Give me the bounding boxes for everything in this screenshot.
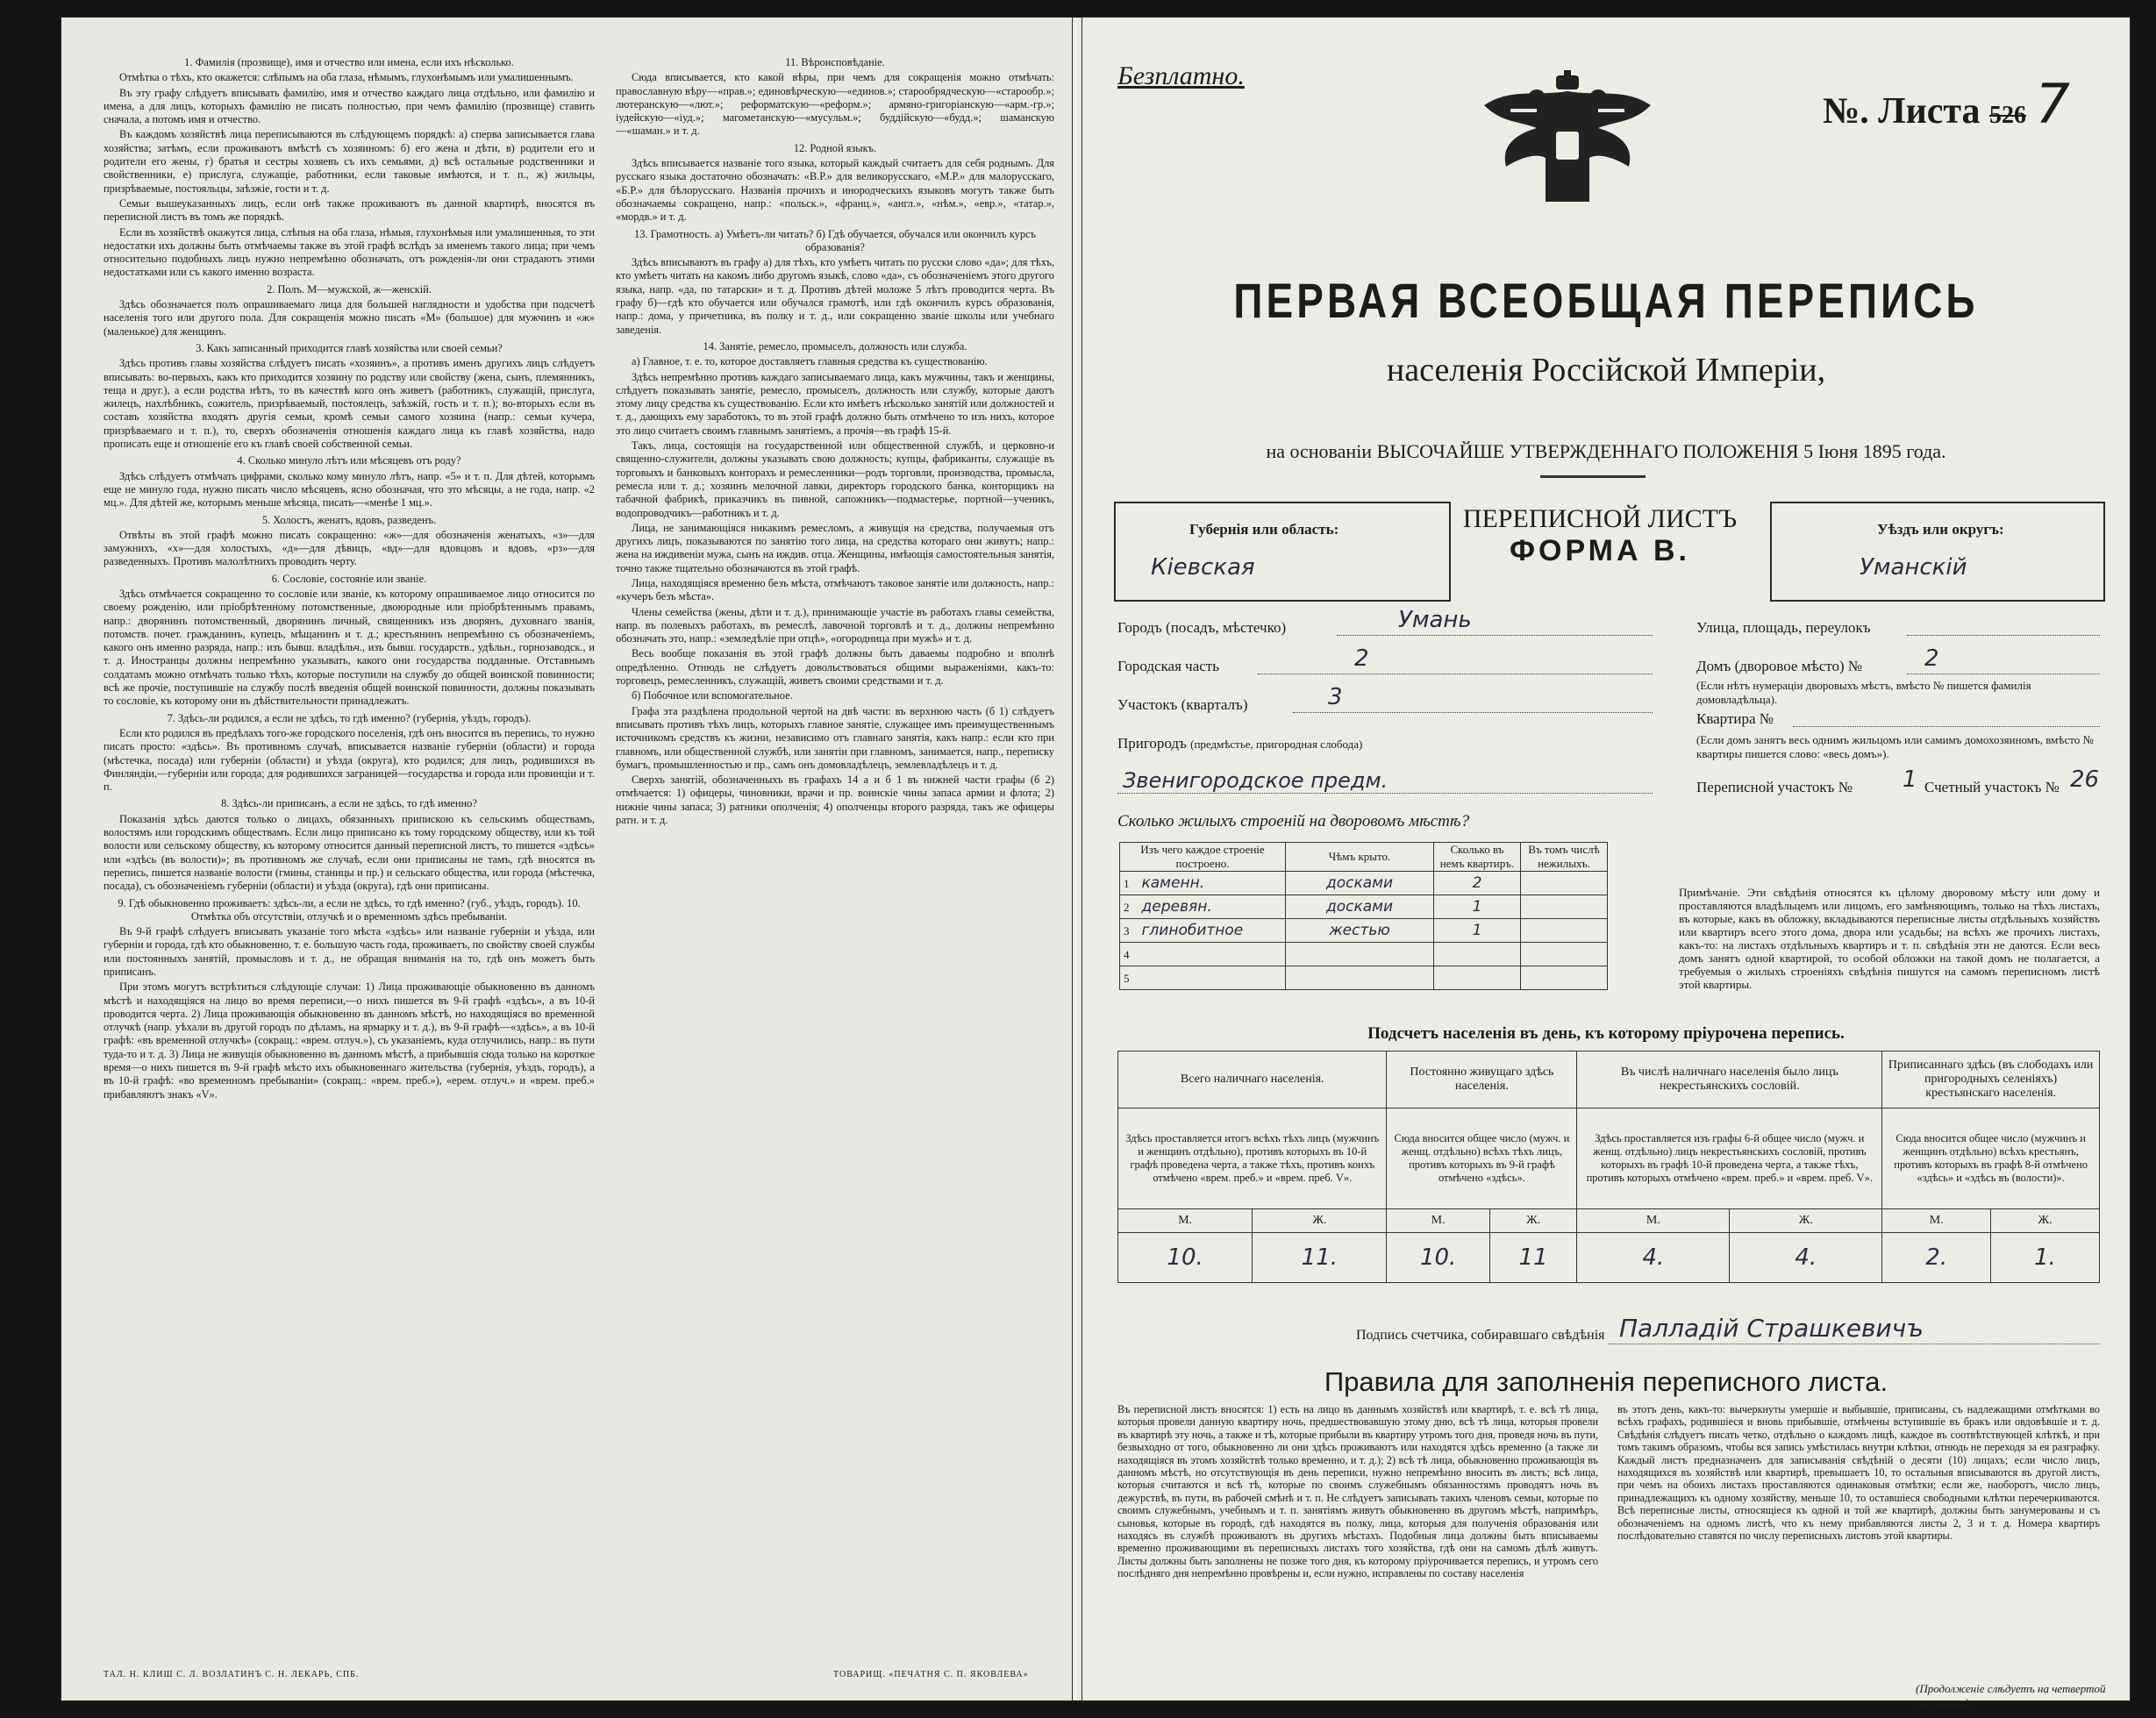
instruction-heading: 2. Полъ. М—мужской, ж—женскій.	[267, 282, 432, 296]
instruction-paragraph: Здѣсь вписываютъ въ графу а) для тѣхъ, кто умѣетъ читать по русски слово «да»; для тѣхъ, кто умѣетъ читать на какомъ либо другомъ языкѣ, слово «да», съ обозначеніемъ этого другого языка, напр. «да, по татарски» и т. д. Противъ дѣтей моложе 5 лѣтъ проводится черта. Въ графу б)—гдѣ кто обучается или обучался грамотѣ, или гдѣ окончилъ курсъ образованія, напр.: дома, у причетника, въ полку и т. д., или сокращенно званіе школы или учебнаго заведенія.	[616, 256, 1054, 336]
signature-label: Подпись счетчика, собиравшаго свѣдѣнія	[1356, 1328, 1605, 1343]
buildings-row-number: 4	[1124, 948, 1130, 961]
count-value-cell[interactable]: 4.	[1577, 1233, 1730, 1283]
instruction-paragraph: Такъ, лица, состоящія на государственной или общественной службѣ, и церковно-и священно-служители, должны указывать свою должность; купцы, фабриканты, служащіе въ торговыхъ и банковыхъ конторахъ и ремесленники—родъ торговли, производства, промысла, ремесла или т. д.; хозяинъ мелочной лавки, директоръ городского банка, конторщикъ на табачной фабрикѣ, приказчикъ въ пивной, сапожникъ—подмастерье, портной—ученикъ, водопроводчикъ—работникъ и т. д.	[616, 439, 1054, 519]
buildings-roof-value[interactable]: досками	[1286, 872, 1434, 895]
rules-title: Правила для заполненія переписного листа.	[1324, 1366, 1888, 1397]
buildings-nonresidential-value[interactable]	[1521, 919, 1608, 943]
form-heading-line2: ФОРМА В.	[1509, 534, 1691, 567]
buildings-roof-value[interactable]: досками	[1286, 895, 1434, 919]
buildings-apts-value[interactable]: 2	[1434, 872, 1521, 895]
instructions-column-1	[104, 53, 595, 1648]
sheet-number	[1823, 72, 2070, 136]
instruction-paragraph: Здѣсь вписывается названіе того языка, который каждый считаетъ для себя роднымъ. Для русскаго языка достаточно обозначать: «В.Р.» для великорусскаго, «М.Р.» для малорусскаго, «Б.Р.» для бѣлорусскаго. Названія прочихъ и инородческихъ языковъ могутъ также быть обозначаемы сокращено, напр.: «польск.», «франц.», «англ.», «нѣм.», «евр.», «татар.», «мордв.» и т. д.	[616, 157, 1054, 224]
sheet-number-label: №. Листа	[1823, 91, 1981, 132]
buildings-row-number: 5	[1124, 972, 1130, 985]
kvartira-label: Квартира №	[1696, 710, 1774, 727]
sheet-number-struck: 526	[1989, 102, 2027, 129]
count-value-cell[interactable]: 10.	[1387, 1233, 1489, 1283]
double-headed-eagle-emblem	[1475, 70, 1660, 210]
count-value-cell[interactable]: 2.	[1882, 1233, 1991, 1283]
buildings-apts-value[interactable]: 1	[1434, 919, 1521, 943]
count-desc-permanent: Сюда вносится общее число (мужч. и женщ. отдѣльно) всѣхъ тѣхъ лицъ, противъ которыхъ въ 9-й графѣ отмѣчено «здѣсь».	[1387, 1109, 1577, 1209]
gorod-label: Городъ (посадъ, мѣстечко)	[1117, 619, 1287, 636]
buildings-nonresidential-value[interactable]	[1521, 872, 1608, 895]
count-male-label: М.	[1577, 1209, 1730, 1233]
left-page-instructions	[61, 18, 1072, 1700]
buildings-apts-value[interactable]: 1	[1434, 895, 1521, 919]
instruction-heading: 8. Здѣсь-ли приписанъ, а если не здѣсь, то гдѣ именно?	[221, 797, 477, 810]
prigorod-label-text: Пригородъ	[1117, 735, 1187, 752]
instruction-paragraph: Въ 9-й графѣ слѣдуетъ вписывать указаніе того мѣста «здѣсь» или названіе губерніи и уѣзда, или губерніи и города, гдѣ кто обыкновенно, т. е. большую часть года, проживаетъ, по свойству своей службы или постоянныхъ занятій, промысловъ и т. д., не обращая вниманія на то, гдѣ онъ можетъ быть приписанъ.	[104, 925, 595, 978]
uchastok-label: Участокъ (кварталъ)	[1117, 696, 1248, 713]
count-header-non-peasant: Въ числѣ наличнаго населенія было лицъ некрестьянскихъ сословій.	[1577, 1051, 1882, 1109]
buildings-header-material: Изъ чего каждое строеніе построено.	[1120, 843, 1286, 872]
buildings-material-col	[1120, 872, 1286, 895]
buildings-table	[1119, 842, 1608, 990]
corner-handwritten-number: 7	[2035, 72, 2070, 136]
instruction-paragraph: Здѣсь обозначается полъ опрашиваемаго лица для большей наглядности и удобства при подсчетѣ населенія того или другого пола. Для сокращенія можно писать «М» (большое) для мужчинъ и «ж» (маленькое) для женщинъ.	[104, 298, 595, 338]
ulitsa-line	[1907, 635, 2100, 636]
prigorod-line	[1117, 793, 1653, 794]
count-male-label: М.	[1882, 1209, 1991, 1233]
instruction-paragraph: Отмѣтка о тѣхъ, кто окажется: слѣпымъ на оба глаза, нѣмымъ, глухонѣмымъ или умалишеннымъ.	[119, 71, 574, 84]
gubernia-label: Губернія или область:	[1189, 521, 1339, 538]
count-desc-peasant: Сюда вносится общее число (мужчинъ и женщинъ отдѣльно) всѣхъ крестьянъ, противъ которыхъ въ графѣ 8-й отмѣчено «здѣсь» и «здѣсь въ (волости)».	[1882, 1109, 2100, 1209]
buildings-header-nonresidential: Въ томъ числѣ нежилыхъ.	[1521, 843, 1608, 872]
buildings-material-col	[1120, 919, 1286, 943]
count-value-cell[interactable]: 4.	[1730, 1233, 1882, 1283]
buildings-material-col	[1120, 895, 1286, 919]
instruction-paragraph: Сюда вписывается, кто какой вѣры, при чемъ для сокращенія можно отмѣчать: православную вѣру—«прав.»; единовѣрческую—«единов.»; старообрядческую—«старообр.»; лютеранскую—«лют.»; реформатскую—«реформ.»; армяно-григоріанскую—«арм.-гр.»; іудейскую—«іуд.»; магометанскую—«мусульм.»; буддійскую—«будд.»; шаманскую—«шаман.» и т. д.	[616, 71, 1054, 138]
gubernia-box	[1114, 502, 1451, 602]
instruction-heading: 9. Гдѣ обыкновенно проживаетъ: здѣсь-ли, а если не здѣсь, то гдѣ именно? (губ., уѣздъ, городъ). 10. Отмѣтка объ отсутствіи, отлучкѣ и о временномъ здѣсь пребываніи.	[118, 896, 581, 923]
instruction-paragraph: Здѣсь непремѣнно противъ каждаго записываемаго лица, какъ мужчины, такъ и женщины, слѣдуетъ показывать занятіе, ремесло, промыселъ, должность или службу, которые даютъ этому лицу средства къ существованію. Если кто имѣетъ нѣсколько занятій или должностей и т. д., дающихъ ему заработокъ, то въ этой графѣ должно быть отмѣчено то изъ нихъ, которое это лицо считаетъ своимъ главнымъ занятіемъ, а прочія—въ графѣ 15-й.	[616, 370, 1054, 437]
buildings-row-number: 1	[1124, 877, 1130, 890]
instruction-paragraph: Въ эту графу слѣдуетъ вписывать фамилію, имя и отчество каждаго лица отдѣльно, или фамилію и имена, а для лицъ, которыхъ фамилію не писать полностью, при чемъ фамилію (прозвище) ставить сначала, а потомъ имя и отчество.	[104, 86, 595, 126]
instruction-heading: 3. Какъ записанный приходится главѣ хозяйства или своей семьи?	[196, 341, 503, 354]
instruction-paragraph: Здѣсь отмѣчается сокращенно то сословіе или званіе, къ которому опрашиваемое лицо относится по своему рожденію, или пріобрѣтенному потомственные, двоюродные или пріобрѣтеннымъ правамъ, напр.: дворянинъ потомственный, дворянинъ личный, священникъ изъ дворянъ, духовнаго званія, потомств. почет. гражданинъ, купецъ, мѣщанинъ и т. д.; крестьянинъ непремѣнно съ обозначеніемъ, какого онъ именно разряда, напр.: изъ бывш. владѣльч., изъ бывш. государств., удѣльн., горнозаводск., и т. д. Иностранцы должны непремѣнно указывать, какого они государства подданные. Отставнымъ солдатамъ можно отмѣчать только тѣхъ, которые поступили на службу до общей воинской повинности; всѣ же прочіе, поступившіе на службу послѣ введенія общей воинской повинности, должны показывать то сословіе, къ которому они въ дѣйствительности принадлежатъ.	[104, 587, 595, 708]
instruction-paragraph: При этомъ могутъ встрѣтиться слѣдующіе случаи: 1) Лица проживающіе обыкновенно въ данномъ мѣстѣ и находящіяся на лицо во время переписи,—о нихъ пишется въ 9-й графѣ «здѣсь», а въ 10-й проводится черта. 2) Лица проживающія обыкновенно въ данномъ мѣстѣ, но находящіяся во временной отлучкѣ (напр. уѣхали въ другой городъ по дѣламъ, на ярмарку и т. д.), въ 9-й графѣ—«здѣсь», а въ 10-й графѣ: «въ временной отлучкѣ» (сокращ.: «врем. отлуч.»), съ указаніемъ, куда отлучились, напр.: въ пути туда-то и т. д. 3) Лица не живущія обыкновенно въ данномъ мѣстѣ, а прибывшія сюда только на короткое время—о нихъ пишется въ 9-й графѣ мѣсто ихъ обыкновеннаго жительства (губернія, уѣздъ, городъ), а въ 10-й графѣ: «во временномъ пребываніи» (сокращ.: «врем. преб.»), «ерем. отлуч.» и «врем. преб.» прибавляютъ знакъ «V».	[104, 980, 595, 1101]
buildings-roof-value[interactable]	[1286, 966, 1434, 990]
uezd-box	[1770, 502, 2105, 602]
instruction-heading: 7. Здѣсь-ли родился, а если не здѣсь, то гдѣ именно? (губернія, уѣздъ, городъ).	[167, 711, 532, 724]
census-title: ПЕРВАЯ ВСЕОБЩАЯ ПЕРЕПИСЬ	[1233, 273, 1979, 328]
buildings-header-roof: Чѣмъ крыто.	[1286, 843, 1434, 872]
kvartira-line	[1793, 726, 2100, 727]
buildings-row	[1120, 966, 1608, 990]
rules-column-2: въ этотъ день, какъ-то: вычеркнуты умершіе и выбывшіе, приписаны, съ надлежащими отмѣтками во всѣхъ графахъ, родившіеся и вновь прибывшіе, отмѣчены вступившіе въ бракъ или овдовѣвшіе и т. д. Свѣдѣнія слѣдуетъ писать четко, отдѣльно о каждомъ лицѣ, каждое въ соотвѣтствующей клѣткѣ, и при томъ такимъ образомъ, чтобы вся запись умѣстилась внутри клѣтки, отнюдь не переходя за ея разграфку. Каждый листъ предназначенъ для записыванія свѣдѣній о десяти (10) лицахъ; если число лицъ, находящихся въ хозяйствѣ или квартирѣ, превышаетъ 10, то остальныя вписываются въ другой листъ, при чемъ на обоихъ листахъ проставляются одинаковыя отмѣтки; если же, наоборотъ, число лицъ, принадлежащихъ къ одному хозяйству, меньше 10, то оставшіеся свободными клѣтки перечеркиваются. Всѣ переписные листы, относящіеся къ одной и той же квартирѣ, должны быть занумерованы и съ обозначеніемъ на одномъ листѣ, что къ нему прибавляются листы 2, 3 и т. д. Номера квартиръ послѣдовательно ставятся по числу переписныхъ листовъ этой квартиры.	[1617, 1403, 2100, 1543]
buildings-material-value[interactable]: деревян.	[1141, 898, 1212, 916]
count-desc-row	[1118, 1109, 2100, 1209]
chast-label: Городская часть	[1117, 658, 1219, 674]
buildings-row	[1120, 919, 1608, 943]
count-female-label: Ж.	[1991, 1209, 2100, 1233]
count-header-row	[1118, 1051, 2100, 1109]
buildings-question: Сколько жилыхъ строеній на дворовомъ мѣстѣ?	[1117, 812, 1470, 830]
instruction-paragraph: Семьи вышеуказанныхъ лицъ, если онѣ также проживаютъ въ данной квартирѣ, вносятся въ переписной листъ въ томъ же порядкѣ.	[104, 196, 595, 224]
buildings-material-col	[1120, 966, 1286, 990]
instructions-column-2	[616, 53, 1054, 1648]
instruction-paragraph: б) Побочное или вспомогательное.	[632, 689, 793, 702]
printer-imprint-right: ТОВАРИЩ. «ПЕЧАТНЯ С. П. ЯКОВЛЕВА»	[833, 1670, 1029, 1679]
count-title: Подсчетъ населенія въ день, къ которому пріурочена перепись.	[1367, 1024, 1845, 1043]
uchastok-line	[1293, 712, 1653, 713]
signature-value[interactable]: Палладій Страшкевичъ	[1619, 1314, 1924, 1343]
census-subtitle: населенія Россійской Имперіи,	[1386, 352, 1826, 389]
buildings-nonresidential-value[interactable]	[1521, 895, 1608, 919]
count-value-cell[interactable]: 10.	[1118, 1233, 1253, 1283]
buildings-apts-value[interactable]	[1434, 943, 1521, 966]
instruction-heading: 14. Занятіе, ремесло, промыселъ, должность или служба.	[703, 339, 967, 353]
instruction-heading: 1. Фамилія (прозвище), имя и отчество или имена, если ихъ нѣсколько.	[184, 56, 514, 68]
form-heading	[1451, 504, 1749, 568]
title-rule	[1540, 475, 1646, 478]
dom-label: Домъ (дворовое мѣсто) №	[1696, 658, 1863, 674]
uezd-value[interactable]: Уманскій	[1860, 554, 1967, 581]
instruction-heading: 5. Холостъ, женатъ, вдовъ, разведенъ.	[261, 513, 437, 526]
buildings-material-value[interactable]: каменн.	[1141, 874, 1205, 892]
buildings-row	[1120, 872, 1608, 895]
count-female-label: Ж.	[1253, 1209, 1387, 1233]
count-female-label: Ж.	[1730, 1209, 1882, 1233]
instruction-heading: 4. Сколько минуло лѣтъ или мѣсяцевъ отъ роду?	[237, 454, 461, 467]
chast-value[interactable]: 2	[1354, 645, 1369, 672]
count-header-permanent: Постоянно живущаго здѣсь населенія.	[1387, 1051, 1577, 1109]
rules-continue-note: (Продолженіе слѣдуетъ на четвертой страницѣ).	[1916, 1682, 2106, 1709]
kvartira-note: (Если домъ занятъ весь однимъ жильцомъ или самимъ домохозяиномъ, вмѣсто № квартиры пишется слово: «весь домъ»).	[1696, 733, 2094, 760]
instruction-paragraph: Сверхъ занятій, обозначенныхъ въ графахъ 14 а и б 1 въ нижней части графы (б 2) отмѣчается: 1) офицеры, чиновники, врачи и пр. воинскіе чины запаса армии и флота; 2) нижніе чины запаса; 3) ратники ополченія; 4) ополченцы второго разряда, такъ же офицеры ратн. и т. д.	[616, 773, 1054, 827]
count-value-cell[interactable]: 1.	[1991, 1233, 2100, 1283]
instruction-heading: 13. Грамотность. а) Умѣетъ-ли читать? б) Гдѣ обучается, обучался или окончилъ курсъ образованія?	[634, 227, 1036, 253]
schetny-label: Счетный участокъ №	[1924, 779, 2060, 795]
instruction-paragraph: Весь вообще показанія въ этой графѣ должны быть даваемы подробно и вполнѣ опредѣленно. Отнюдь не слѣдуетъ довольствоваться общими выраженіями, какъ-то: торговецъ, ремесленникъ, служащій, живетъ своими средствами и т. д.	[616, 647, 1054, 688]
count-header-total: Всего наличнаго населенія.	[1118, 1051, 1387, 1109]
uezd-label: Уѣздъ или округъ:	[1877, 521, 2004, 538]
buildings-header-row	[1120, 843, 1608, 872]
buildings-roof-value[interactable]: жестью	[1286, 919, 1434, 943]
instruction-paragraph: Графа эта раздѣлена продольной чертой на двѣ части: въ верхнюю часть (б 1) слѣдуетъ вписывать противъ тѣхъ лицъ, которыхъ главное занятіе, служащее имъ преимущественнымъ источникомъ средствъ къ жизни, независимо отъ главнаго занятія, какъ напр.: если кто при главномъ, или общественной службѣ, или занятіи при главномъ, занимается, напр., переписку бумагъ, промышленностью и пр., самъ онъ домовладѣлецъ, землевладѣлецъ и т. д.	[616, 704, 1054, 771]
instruction-paragraph: Въ каждомъ хозяйствѣ лица переписываются въ слѣдующемъ порядкѣ: а) сперва записывается глава хозяйства; затѣмъ, если проживаютъ вмѣстѣ съ хозяиномъ: б) его жена и дѣти, в) родители его и родители его жены, г) братья и сестры хозяевъ съ ихъ семьями, д) всѣ остальные родственники и свойственники, е) прислуга, служащіе, работники, если таковые имѣются, и т. п., ж) жильцы, призрѣваемые, постояльцы, заѣзжіе, гости и т. д.	[104, 128, 595, 195]
instruction-paragraph: Лица, находящіяся временно безъ мѣста, отмѣчаютъ таковое занятіе или должность, напр.: «кучеръ безъ мѣста».	[616, 576, 1054, 603]
count-value-cell[interactable]: 11.	[1253, 1233, 1387, 1283]
instruction-heading: 12. Родной языкъ.	[793, 141, 877, 154]
instruction-paragraph: Лица, не занимающіяся никакимъ ремесломъ, а живущія на средства, получаемыя отъ другихъ лицъ, показываются по занятію того лица, на средства котораго они живутъ; напр.: жена на иждивеніи мужа, сынъ на иждив. отца. Женщины, имѣющія самостоятельныя занятія, точно также тщательно обозначаются въ этой графѣ.	[616, 521, 1054, 574]
prigorod-label	[1117, 735, 1362, 752]
buildings-material-col	[1120, 943, 1286, 966]
right-page-census-form	[1082, 18, 2130, 1709]
dom-note: (Если нѣтъ нумераціи дворовыхъ мѣстъ, вмѣсто № пишется фамилія домовладѣльца).	[1696, 679, 2031, 706]
count-female-label: Ж.	[1489, 1209, 1577, 1233]
instruction-paragraph: Если въ хозяйствѣ окажутся лица, слѣпыя на оба глаза, нѣмыя, глухонѣмыя или умалишенныя, то эти недостатки ихъ должны быть отмѣчаемы также въ этой графѣ вслѣдъ за именемъ такого лица; при чемъ относительно подобныхъ лицъ нужно непремѣнно обозначать, отъ рожденія-ли они страдаютъ этими недостатками или съ какого именно возраста.	[104, 225, 595, 279]
ulitsa-label: Улица, площадь, переулокъ	[1696, 619, 1871, 636]
rules-column-1: Въ переписной листъ вносятся: 1) есть на лицо въ даннымъ хозяйствѣ или квартирѣ, т. е. всѣ тѣ лица, которыя провели данную квартиру ночь, предшествовавшую этому дню, всѣ тѣ лица, которыя провели въ квартирѣ эту ночь, а также и тѣ, которые прибыли въ квартиру утромъ того дня, проведя ночь въ пути, безвыходно от того, обыкновенно ли они здѣсь проживаютъ или находятся здѣсь временно (а также ли находящіяся въ этомъ хозяйствѣ только временно, и т. д.); 2) всѣ тѣ лица, обыкновенно проживающія въ данномъ мѣстѣ, но отсутствующія въ день переписи, нужно непремѣнно вносить въ листъ; всѣ лица, которыя считаются и всѣ тѣ, которые по своимъ служебнымъ обязанностямъ проводятъ ночь въ дежурствѣ, въ пути, въ рабочей смѣнѣ и т. п. Не слѣдуетъ записывать такихъ членовъ семьи, которые по своимъ служебнымъ, учебнымъ и т. п. занятіямъ живутъ обыкновенно въ другомъ мѣстѣ, напримѣръ, сыновья, которые въ городѣ, гдѣ находятся въ полку, лица, которыя для полученія образованія или находясь въ службѣ проживаютъ въ другихъ мѣстахъ. Подобныя лица должны быть вписываемы временно проживающими въ переписныхъ листахъ того хозяйства, гдѣ они на самомъ дѣлѣ живутъ. Листы должны быть заполнены не позже того дня, къ которому пріурочивается перепись, и утромъ сего послѣдняго дня непремѣнно провѣрены и, если нужно, исправлены по составу населенія	[1117, 1403, 1598, 1580]
population-count-table	[1117, 1051, 2100, 1283]
buildings-header-apartments: Сколько въ немъ квартиръ.	[1434, 843, 1521, 872]
count-value-cell[interactable]: 11	[1489, 1233, 1577, 1283]
buildings-note: Примѣчаніе. Эти свѣдѣнія относятся къ цѣлому дворовому мѣсту или дому и проставляются владѣльцемъ или лицомъ, его замѣняющимъ, только на тѣхъ листахъ, въ которые, какъ въ обложку, вкладываются переписные листы отдѣльныхъ хозяйствъ или квартиръ всего этого дома, двора или усадьбы; на всѣхъ же прочихъ листахъ, какъ-то: на листахъ отдѣльныхъ квартиръ и т. п. свѣдѣнія эти не даются. Если весь домъ занятъ одной квартирой, то особой обложки на такой домъ не полагается, а требуемыя о жилыхъ строеніяхъ свѣдѣнія пишутся на самомъ переписномъ листѣ этой квартиры.	[1679, 886, 2100, 991]
buildings-material-value[interactable]: глинобитное	[1141, 922, 1244, 939]
perepisnoy-label: Переписной участокъ №	[1696, 779, 1853, 795]
instruction-paragraph: Члены семейства (жены, дѣти и т. д.), принимающіе участіе въ работахъ главы семейства, напр. въ полевыхъ работахъ, въ ремеслѣ, лавочной торговлѣ и т. д., должны непремѣнно обозначать это, напр.: «земледѣліе при отцѣ», «огородница при мужѣ» и т. д.	[616, 605, 1054, 645]
buildings-row	[1120, 943, 1608, 966]
count-sex-row	[1118, 1209, 2100, 1233]
prigorod-value[interactable]: Звенигородское предм.	[1123, 768, 1389, 793]
prigorod-note: (предмѣстье, пригородная слобода)	[1190, 738, 1363, 751]
printer-imprint-left: ТАЛ. Н. КЛИШ С. Л. ВОЗЛАТИНЪ С. Н. ЛЕКАРЬ, СПБ.	[104, 1670, 360, 1679]
count-values-row	[1118, 1233, 2100, 1283]
instruction-paragraph: Отвѣты въ этой графѣ можно писать сокращенно: «ж»—для обозначенія женатыхъ, «з»—для замужнихъ, «х»—для холостыхъ, «д»—для дѣвицъ, «вд»—для вдовцовъ и вдовъ, «рз»—для разведенныхъ. Противъ малолѣтнихъ проводить черту.	[104, 528, 595, 568]
buildings-row	[1120, 895, 1608, 919]
instruction-heading: 11. Вѣроисповѣданіе.	[785, 56, 885, 68]
dom-value[interactable]: 2	[1924, 645, 1939, 672]
count-desc-non-peasant: Здѣсь проставляется изъ графы 6-й общее число (мужч. и женщ. отдѣльно) лицъ некрестьянскихъ сословій, противъ которыхъ въ графѣ 10-й проведена черта, а также тѣхъ, противъ которыхъ отмѣчено «врем. преб.» и «врем. преб. V».	[1577, 1109, 1882, 1209]
schetny-value[interactable]: 26	[2070, 766, 2100, 793]
count-header-peasant: Приписаннаго здѣсь (въ слободахъ или пригородныхъ селеніяхъ) крестьянскаго населенія.	[1882, 1051, 2100, 1109]
gubernia-value[interactable]: Кіевская	[1151, 554, 1255, 581]
instruction-paragraph: Здѣсь противъ главы хозяйства слѣдуетъ писать «хозяинъ», а противъ именъ другихъ лицъ слѣдуетъ вписывать: во-первыхъ, какъ кто приходится хозяину по родству или свойству (жена, сынъ, племянникъ, теща и друг.), а если родства нѣтъ, то въ качествѣ кого онъ живетъ (работникъ, служащій, прислуга, жилецъ, нахлѣбникъ, сожитель, призрѣваемый, постоялецъ, заѣзжій, гость и т. п.); во-вторыхъ если въ составъ хозяйства входятъ другія семьи, кромѣ семьи самого хозяина (напр.: семьи кучера, призрѣваемаго и т. п.), то, сверхъ обозначенія отношенія каждаго лица къ главѣ хозяйства, надо прописать еще и отношеніе его къ главѣ своей собственной семьи.	[104, 357, 595, 451]
buildings-apts-value[interactable]	[1434, 966, 1521, 990]
instruction-paragraph: Показанія здѣсь даются только о лицахъ, обязанныхъ припискою къ сельскимъ обществамъ, волостямъ или городскимъ обществамъ. Если лицо приписано къ тому городскому обществу, или къ той волости или сельскому обществу, къ которому относится данный переписной листъ, то пишется «здѣсь» или «здѣсь (въ волости)»; въ противномъ же случаѣ, если они приписаны не тамъ, гдѣ вносятся въ перепись, пишется названіе волости (гмины, станицы и пр.) и сельскаго общества, или города (мѣстечка, посада), съ обозначеніемъ губерніи (области) и уѣзда (округа), гдѣ они приписаны.	[104, 812, 595, 893]
buildings-roof-value[interactable]	[1286, 943, 1434, 966]
buildings-nonresidential-value[interactable]	[1521, 943, 1608, 966]
buildings-row-number: 3	[1124, 924, 1130, 937]
instruction-paragraph: а) Главное, т. е. то, которое доставляетъ главныя средства къ существованію.	[632, 355, 988, 368]
free-label: Безплатно.	[1117, 61, 1245, 90]
count-male-label: М.	[1118, 1209, 1253, 1233]
gorod-value[interactable]: Умань	[1398, 607, 1472, 633]
instruction-paragraph: Здѣсь слѣдуетъ отмѣчать цифрами, сколько кому минуло лѣтъ, напр. «5» и т. п. Для дѣтей, которымъ еще не минуло года, нужно писать число мѣсяцевъ, ясно обозначая, что это мѣсяцы, а не года, напр. «2 мц.». Для дѣтей же, которымъ меньше мѣсяца, писать—«менѣе 1 мц.».	[104, 469, 595, 510]
uchastok-value[interactable]: 3	[1328, 684, 1343, 710]
instruction-paragraph: Если кто родился въ предѣлахъ того-же городского поселенія, гдѣ онъ вносится въ перепись, то нужно писать просто: «здѣсь». Въ противномъ случаѣ, вписывается названіе губерніи (области) и города (мѣстечка, посада) или губерніи (области) и уѣзда (округа), кто родился; для лицъ, родившихся въ Финляндіи,—губерніи или города; для родившихся заграницей—государства и города или провинціи и т. п.	[104, 726, 595, 794]
buildings-nonresidential-value[interactable]	[1521, 966, 1608, 990]
instruction-heading: 6. Сословіе, состояніе или званіе.	[271, 572, 427, 585]
buildings-row-number: 2	[1124, 901, 1130, 914]
count-desc-total: Здѣсь проставляется итогъ всѣхъ тѣхъ лицъ (мужчинъ и женщинъ отдѣльно), противъ которыхъ въ 10-й графѣ проведена черта, а также тѣхъ, противъ коихъ отмѣчено «врем. преб.» и «врем. преб. V».	[1118, 1109, 1387, 1209]
form-heading-line1: ПЕРЕПИСНОЙ ЛИСТЪ	[1462, 504, 1738, 533]
gorod-line	[1337, 635, 1653, 636]
count-male-label: М.	[1387, 1209, 1489, 1233]
census-legal-basis: на основаніи ВЫСОЧАЙШЕ УТВЕРЖДЕННАГО ПОЛОЖЕНІЯ 5 Іюня 1895 года.	[1266, 440, 1946, 462]
perepisnoy-value[interactable]: 1	[1903, 766, 1917, 793]
buildings-table-body	[1120, 872, 1608, 990]
